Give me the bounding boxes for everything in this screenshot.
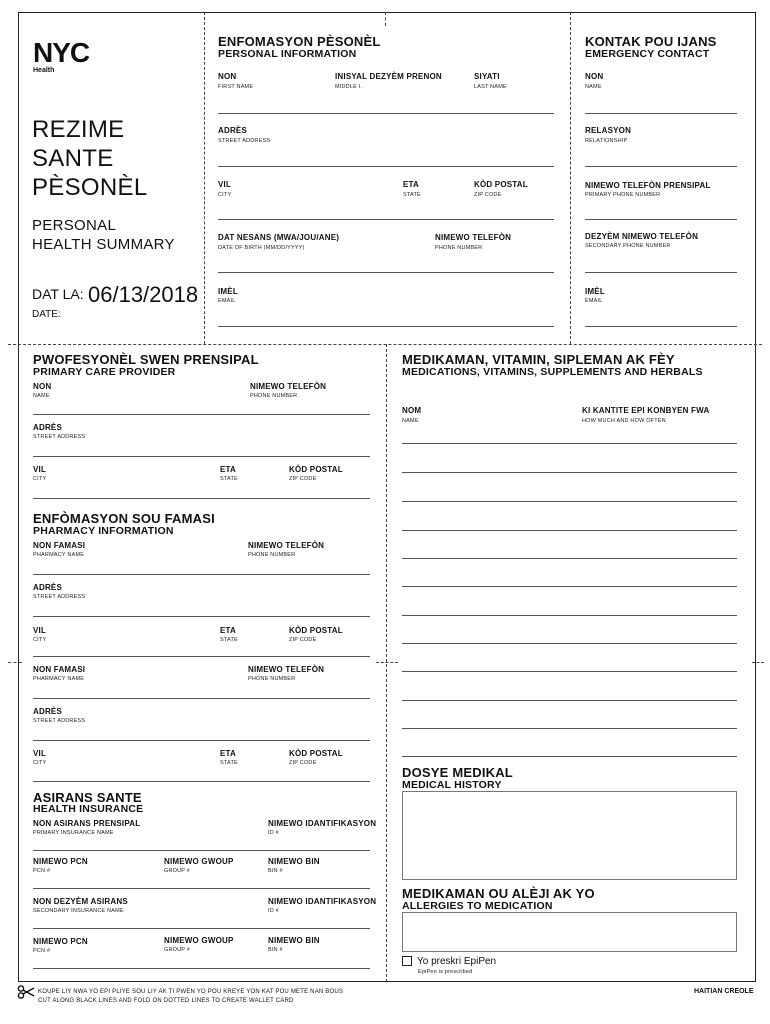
meds-name-label: NOM xyxy=(402,406,422,415)
epipen-checkbox[interactable] xyxy=(402,956,412,966)
footer-language: HAITIAN CREOLE xyxy=(694,988,754,995)
address-label: ADRÈS xyxy=(218,126,248,135)
insurance-title-en: HEALTH INSURANCE xyxy=(33,803,144,815)
ins-bin-sub: BIN # xyxy=(268,868,283,874)
fold-line-v2 xyxy=(570,12,571,344)
pcp-name-phone-field[interactable] xyxy=(33,414,370,415)
pharmacy2-city-field[interactable] xyxy=(33,781,370,782)
date-label: DAT LA: xyxy=(32,286,84,302)
ec-primary-phone-label: NIMEWO TELEFÒN PRENSIPAL xyxy=(585,181,711,190)
medication-line[interactable] xyxy=(402,643,737,644)
pcp-title-en: PRIMARY CARE PROVIDER xyxy=(33,366,176,378)
state-label: ETA xyxy=(403,180,420,189)
ins-id-label: NIMEWO IDANTIFIKASYON xyxy=(268,819,377,828)
date-label-en: DATE: xyxy=(32,309,61,320)
pharmacy2-city-label: VIL xyxy=(33,749,47,758)
pcp-city-sub: CITY xyxy=(33,476,47,482)
pcp-address-field[interactable] xyxy=(33,456,370,457)
emergency-title-en: EMERGENCY CONTACT xyxy=(585,48,710,60)
ins-bin-label: NIMEWO BIN xyxy=(268,857,320,866)
pcp-phone-sub: PHONE NUMBER xyxy=(250,393,298,399)
pharmacy1-city-label: VIL xyxy=(33,626,47,635)
pharmacy2-zip-label: KÒD POSTAL xyxy=(289,749,343,758)
ins-primary-field[interactable] xyxy=(33,850,370,851)
pcp-name-sub: NAME xyxy=(33,393,50,399)
ins-numbers-field[interactable] xyxy=(33,888,370,889)
city-label: VIL xyxy=(218,180,232,189)
medication-line[interactable] xyxy=(402,700,737,701)
phone-sub: PHONE NUMBER xyxy=(435,245,483,251)
last-name-sub: LAST NAME xyxy=(474,84,507,90)
email-field[interactable] xyxy=(218,326,554,327)
middle-sub: MIDDLE I. xyxy=(335,84,363,90)
title-en-1: PERSONAL xyxy=(32,217,117,234)
middle-label: INISYAL DEZYÈM PRENON xyxy=(335,72,442,81)
pharmacy2-address-field[interactable] xyxy=(33,740,370,741)
pharmacy2-state-label: ETA xyxy=(220,749,237,758)
fold-tick-right xyxy=(752,662,764,663)
ec-relation-field[interactable] xyxy=(585,166,737,167)
pharmacy1-state-sub: STATE xyxy=(220,637,238,643)
meds-title-en: MEDICATIONS, VITAMINS, SUPPLEMENTS AND HERBALS xyxy=(402,366,703,378)
pharmacy1-zip-sub: ZIP CODE xyxy=(289,637,317,643)
email-sub: EMAIL xyxy=(218,298,236,304)
history-title: DOSYE MEDIKAL xyxy=(402,765,513,780)
address-sub: STREET ADDRESS xyxy=(218,138,271,144)
nyc-logo: NYC xyxy=(33,37,90,68)
pharmacy1-city-sub: CITY xyxy=(33,637,47,643)
pharmacy2-name-field[interactable] xyxy=(33,698,370,699)
email-label: IMÈL xyxy=(218,287,238,296)
pharmacy1-address-label: ADRÈS xyxy=(33,583,63,592)
pharmacy2-phone-label: NIMEWO TELEFÒN xyxy=(248,665,325,674)
pcp-name-label: NON xyxy=(33,382,52,391)
meds-name-sub: NAME xyxy=(402,418,419,424)
pharmacy1-name-sub: PHARMACY NAME xyxy=(33,552,85,558)
fold-line-h1 xyxy=(8,344,762,345)
ins-id2-label: NIMEWO IDANTIFIKASYON xyxy=(268,897,377,906)
history-title-en: MEDICAL HISTORY xyxy=(402,779,502,791)
pcp-title: PWOFESYONÈL SWEN PRENSIPAL xyxy=(33,352,259,367)
medication-line[interactable] xyxy=(402,530,737,531)
pcp-zip-label: KÒD POSTAL xyxy=(289,465,343,474)
pcp-address-sub: STREET ADDRESS xyxy=(33,434,86,440)
pcp-state-label: ETA xyxy=(220,465,237,474)
address-field[interactable] xyxy=(218,166,554,167)
pcp-state-sub: STATE xyxy=(220,476,238,482)
pharmacy1-city-field[interactable] xyxy=(33,656,370,657)
pharmacy2-name-label: NON FAMASI xyxy=(33,665,86,674)
ins-pcn2-sub: PCN # xyxy=(33,948,51,954)
first-name-sub: FIRST NAME xyxy=(218,84,254,90)
ec-email-label: IMÈL xyxy=(585,287,605,296)
epipen-label: Yo preskri EpiPen xyxy=(417,956,497,967)
ins-id2-sub: ID # xyxy=(268,908,279,914)
city-sub: CITY xyxy=(218,192,232,198)
scissors-icon xyxy=(17,985,35,999)
ins-primary-sub: PRIMARY INSURANCE NAME xyxy=(33,830,114,836)
pcp-city-field[interactable] xyxy=(33,498,370,499)
ins-group-label: NIMEWO GWOUP xyxy=(164,857,234,866)
ins-secondary-field[interactable] xyxy=(33,928,370,929)
ec-name-label: NON xyxy=(585,72,604,81)
pharmacy1-name-field[interactable] xyxy=(33,574,370,575)
pcp-phone-label: NIMEWO TELEFÒN xyxy=(250,382,327,391)
ec-email-field[interactable] xyxy=(585,326,737,327)
footer-line-2: CUT ALONG BLACK LINES AND FOLD ON DOTTED LINES TO CREATE WALLET CARD xyxy=(38,998,294,1004)
pharmacy2-state-sub: STATE xyxy=(220,760,238,766)
meds-how-sub: HOW MUCH AND HOW OFTEN xyxy=(582,418,666,424)
city-state-zip-field[interactable] xyxy=(218,219,554,220)
zip-label: KÒD POSTAL xyxy=(474,180,528,189)
medication-line[interactable] xyxy=(402,615,737,616)
footer-line-1: KOUPE LIY NWA YO EPI PLIYE SOU LIY AK TI PWEN YO POU KREYE YON KAT POU METE NAN BOUS xyxy=(38,989,344,995)
medical-history-box[interactable] xyxy=(402,791,737,880)
ec-name-field[interactable] xyxy=(585,113,737,114)
personal-title-en: PERSONAL INFORMATION xyxy=(218,48,357,60)
medication-line[interactable] xyxy=(402,671,737,672)
nyc-logo-health: Health xyxy=(33,67,55,74)
ins-id-sub: ID # xyxy=(268,830,279,836)
medication-line[interactable] xyxy=(402,558,737,559)
allergies-box[interactable] xyxy=(402,912,737,952)
meds-how-label: KI KANTITE EPI KONBYEN FWA xyxy=(582,406,710,415)
pharmacy2-name-sub: PHARMACY NAME xyxy=(33,676,85,682)
fold-line-v1 xyxy=(204,12,205,344)
medication-line[interactable] xyxy=(402,443,737,444)
pharmacy2-city-sub: CITY xyxy=(33,760,47,766)
title-en-2: HEALTH SUMMARY xyxy=(32,236,175,253)
last-name-label: SIYATI xyxy=(474,72,500,81)
state-sub: STATE xyxy=(403,192,421,198)
ec-primary-phone-sub: PRIMARY PHONE NUMBER xyxy=(585,192,661,198)
ins-group2-sub: GROUP # xyxy=(164,947,191,953)
ec-secondary-phone-field[interactable] xyxy=(585,272,737,273)
pharmacy2-phone-sub: PHONE NUMBER xyxy=(248,676,296,682)
ins-primary-label: NON ASIRANS PRENSIPAL xyxy=(33,819,141,828)
ins-secondary-label: NON DEZYÈM ASIRANS xyxy=(33,897,128,906)
pcp-zip-sub: ZIP CODE xyxy=(289,476,317,482)
ec-primary-phone-field[interactable] xyxy=(585,219,737,220)
ins-bin2-sub: BIN # xyxy=(268,947,283,953)
ins-group-sub: GROUP # xyxy=(164,868,191,874)
medication-line[interactable] xyxy=(402,756,737,757)
ins-pcn-label: NIMEWO PCN xyxy=(33,857,88,866)
allergies-title: MEDIKAMAN OU ALÈJI AK YO xyxy=(402,886,595,901)
personal-title: ENFOMASYON PÈSONÈL xyxy=(218,34,381,49)
date-value[interactable]: 06/13/2018 xyxy=(88,282,199,307)
pharmacy1-address-sub: STREET ADDRESS xyxy=(33,594,86,600)
pharmacy1-state-label: ETA xyxy=(220,626,237,635)
pharmacy2-zip-sub: ZIP CODE xyxy=(289,760,317,766)
ins-bin2-label: NIMEWO BIN xyxy=(268,936,320,945)
emergency-title: KONTAK POU IJANS xyxy=(585,34,717,49)
pharmacy2-address-sub: STREET ADDRESS xyxy=(33,718,86,724)
zip-sub: ZIP CODE xyxy=(474,192,502,198)
medication-line[interactable] xyxy=(402,586,737,587)
medication-line[interactable] xyxy=(402,728,737,729)
fold-tick-left xyxy=(8,662,22,663)
ec-relation-sub: RELATIONSHIP xyxy=(585,138,628,144)
pharmacy1-phone-sub: PHONE NUMBER xyxy=(248,552,296,558)
ins-pcn-sub: PCN # xyxy=(33,868,51,874)
phone-label: NIMEWO TELEFÒN xyxy=(435,233,512,242)
pharmacy-title: ENFÒMASYON SOU FAMASI xyxy=(33,511,215,526)
pharmacy1-name-label: NON FAMASI xyxy=(33,541,86,550)
ins-secondary-sub: SECONDARY INSURANCE NAME xyxy=(33,908,124,914)
name-field[interactable] xyxy=(218,113,554,114)
first-name-label: NON xyxy=(218,72,237,81)
pharmacy-title-en: PHARMACY INFORMATION xyxy=(33,525,174,537)
pharmacy1-zip-label: KÒD POSTAL xyxy=(289,626,343,635)
pharmacy2-address-label: ADRÈS xyxy=(33,707,63,716)
ins-pcn2-label: NIMEWO PCN xyxy=(33,937,88,946)
medication-line[interactable] xyxy=(402,501,737,502)
pharmacy1-phone-label: NIMEWO TELEFÒN xyxy=(248,541,325,550)
meds-title: MEDIKAMAN, VITAMIN, SIPLEMAN AK FÈY xyxy=(402,352,675,367)
pcp-city-label: VIL xyxy=(33,465,47,474)
fold-tick-mid xyxy=(376,662,398,663)
ec-secondary-phone-sub: SECONDARY PHONE NUMBER xyxy=(585,243,671,249)
medication-line[interactable] xyxy=(402,472,737,473)
pharmacy1-address-field[interactable] xyxy=(33,616,370,617)
insurance-title: ASIRANS SANTE xyxy=(33,790,142,805)
ec-secondary-phone-label: DEZYÈM NIMEWO TELEFÒN xyxy=(585,232,699,241)
dob-sub: DATE OF BIRTH (MM/DD/YYYY) xyxy=(218,245,305,251)
dob-label: DAT NESANS (MWA/JOU/ANE) xyxy=(218,233,340,242)
ec-name-sub: NAME xyxy=(585,84,602,90)
epipen-label-en: EpiPen is prescribed xyxy=(418,969,473,975)
title-line-3: PÈSONÈL xyxy=(32,174,148,201)
fold-line-v3 xyxy=(386,344,387,982)
allergies-title-en: ALLERGIES TO MEDICATION xyxy=(402,900,553,912)
ins-numbers2-field[interactable] xyxy=(33,968,370,969)
pcp-address-label: ADRÈS xyxy=(33,423,63,432)
ec-relation-label: RELASYON xyxy=(585,126,632,135)
dob-phone-field[interactable] xyxy=(218,272,554,273)
title-line-1: REZIME xyxy=(32,116,125,143)
ins-group2-label: NIMEWO GWOUP xyxy=(164,936,234,945)
ec-email-sub: EMAIL xyxy=(585,298,603,304)
fold-tick-top xyxy=(385,12,386,26)
title-line-2: SANTE xyxy=(32,145,114,172)
